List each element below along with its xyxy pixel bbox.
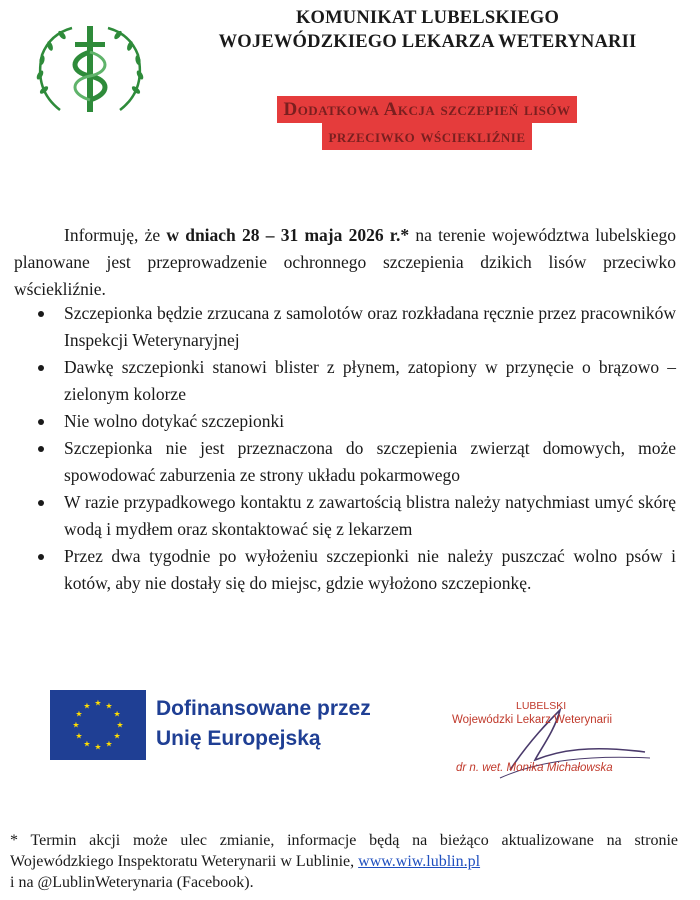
stamp-line-3: dr n. wet. Monika Michałowska xyxy=(456,762,613,774)
intro-suffix: na terenie województwa lubelskiego planowane jest przeprowadzenie ochronnego szczepienia dzikich lisów przeciwko wściekliźnie. xyxy=(14,225,676,299)
intro-prefix: Informuję, że xyxy=(64,225,167,245)
eu-star-icon: ★ xyxy=(75,709,83,719)
eu-funding-label xyxy=(156,694,371,754)
bullet-icon xyxy=(38,419,44,425)
eu-line-1: Dofinansowane przez xyxy=(156,697,371,720)
eu-star-icon: ★ xyxy=(105,701,113,711)
eu-star-icon: ★ xyxy=(94,742,102,752)
header-line-2: WOJEWÓDZKIEGO LEKARZA WETERYNARII xyxy=(218,32,637,52)
eu-line-2: Unię Europejską xyxy=(156,727,321,750)
eu-star-icon: ★ xyxy=(116,720,124,730)
campaign-banner xyxy=(222,96,632,150)
footnote-tail: i na @LublinWeterynaria (Facebook). xyxy=(10,874,254,891)
official-stamp xyxy=(440,700,660,790)
intro-paragraph xyxy=(14,222,676,303)
list-item: Dawkę szczepionki stanowi blister z płynem, zatopiony w przynęcie o brązowo – zielonym kolorze xyxy=(14,354,676,408)
eu-star-icon: ★ xyxy=(113,731,121,741)
website-link[interactable]: www.wiw.lublin.pl xyxy=(358,853,481,870)
list-item: Nie wolno dotykać szczepionki xyxy=(14,408,676,435)
bullet-icon xyxy=(38,446,44,452)
bullet-icon xyxy=(38,500,44,506)
header-line-1: KOMUNIKAT LUBELSKIEGO xyxy=(295,8,560,28)
bullet-icon xyxy=(38,311,44,317)
eu-star-icon: ★ xyxy=(83,701,91,711)
list-item: Szczepionka nie jest przeznaczona do szczepienia zwierząt domowych, może spowodować zaburzenia ze strony układu pokarmowego xyxy=(14,435,676,489)
page-title xyxy=(175,6,680,54)
bullet-icon xyxy=(38,365,44,371)
footnote xyxy=(10,830,678,893)
list-item: Szczepionka będzie zrzucana z samolotów oraz rozkładana ręcznie przez pracowników Inspekcji Weterynaryjnej xyxy=(14,300,676,354)
stamp-line-2: Wojewódzki Lekarz Weterynarii xyxy=(452,714,612,726)
footnote-text: * Termin akcji może ulec zmianie, informacje będą na bieżąco aktualizowane na stronie Wojewódzkiego Inspektoratu Weterynarii w Lublinie, xyxy=(10,832,678,870)
list-item: W razie przypadkowego kontaktu z zawartością blistra należy natychmiast umyć skórę wodą i mydłem oraz skontaktować się z lekarzem xyxy=(14,489,676,543)
banner-line-2: przeciwko wściekliźnie xyxy=(322,123,531,150)
veterinary-inspection-logo xyxy=(20,20,160,120)
instructions-list xyxy=(14,300,676,597)
eu-flag-icon xyxy=(50,690,146,760)
eu-star-icon: ★ xyxy=(113,709,121,719)
eu-star-icon: ★ xyxy=(94,698,102,708)
intro-dates: w dniach 28 – 31 maja 2026 r.* xyxy=(166,225,410,245)
banner-line-1: Dodatkowa Akcja szczepień lisów xyxy=(277,96,576,123)
bullet-icon xyxy=(38,554,44,560)
eu-star-icon: ★ xyxy=(83,739,91,749)
stamp-line-1: LUBELSKI xyxy=(516,700,567,712)
eu-star-icon: ★ xyxy=(75,731,83,741)
list-item: Przez dwa tygodnie po wyłożeniu szczepionki nie należy puszczać wolno psów i kotów, aby nie dostały się do miejsc, gdzie wyłożono szczepionkę. xyxy=(14,543,676,597)
eu-star-icon: ★ xyxy=(105,739,113,749)
eu-star-icon: ★ xyxy=(72,720,80,730)
